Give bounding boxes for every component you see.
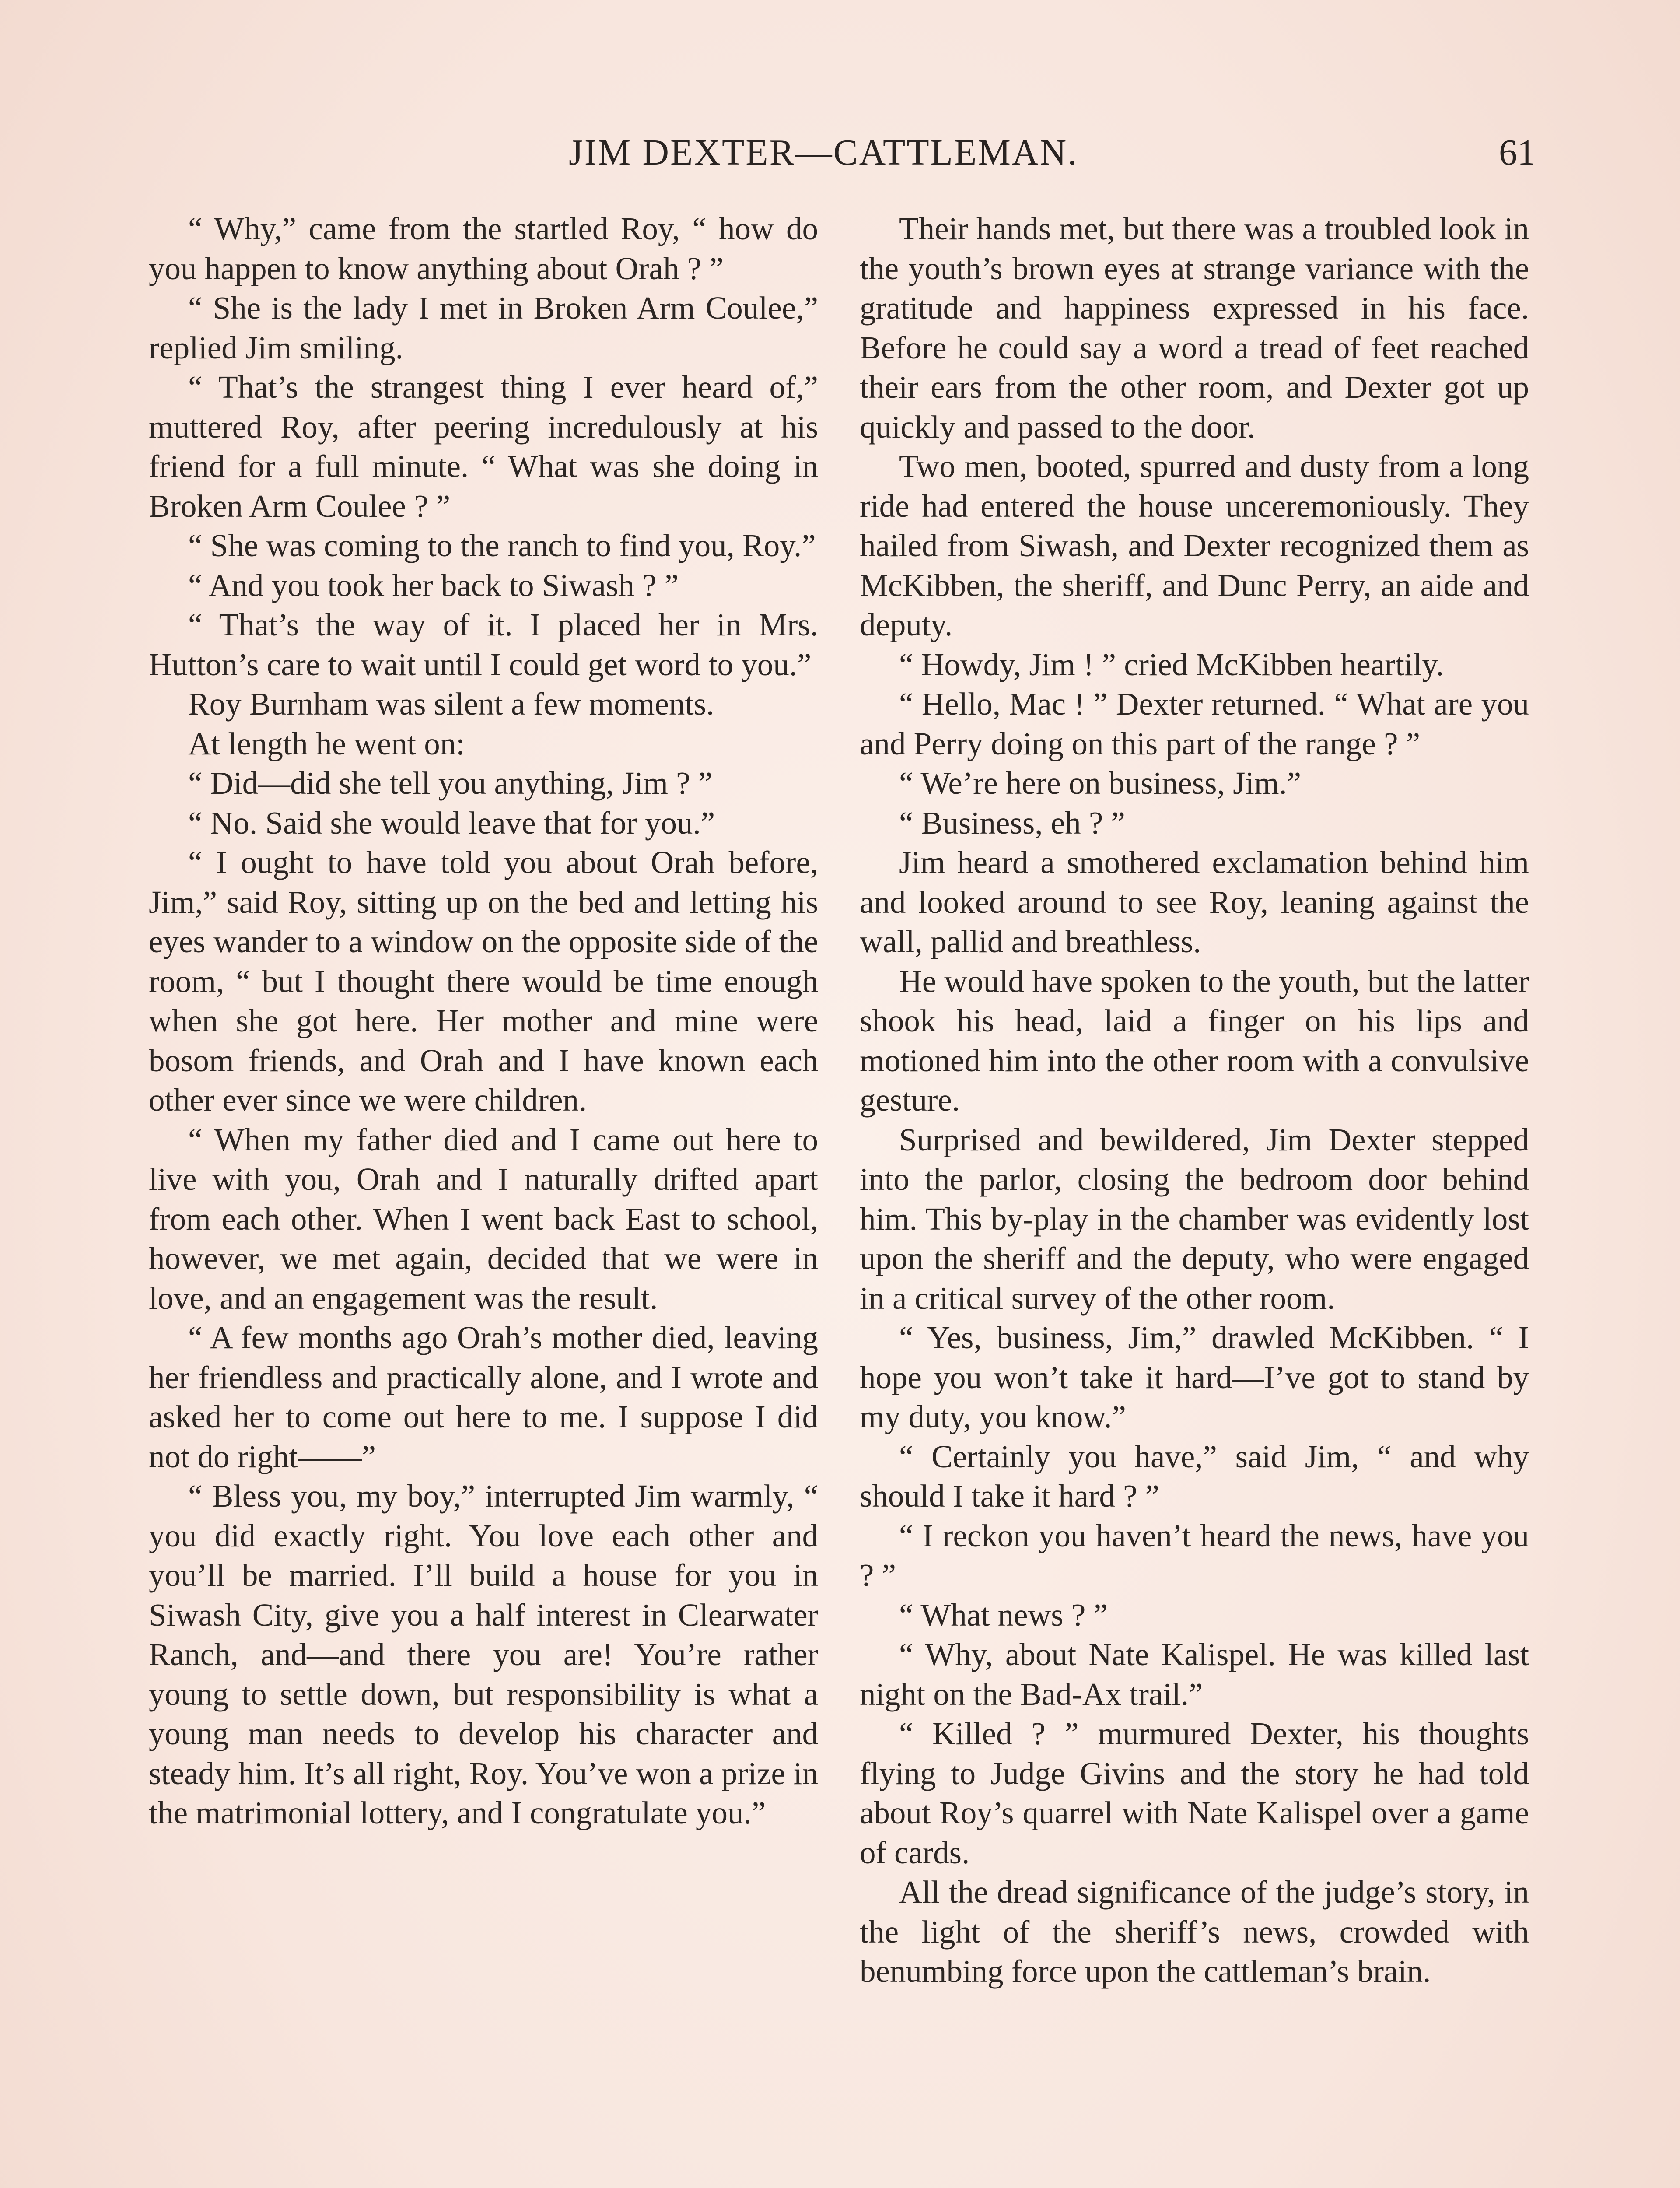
right-text-column xyxy=(860,209,1529,1992)
paragraph: Jim heard a smothered exclamation behind him and looked around to see Roy, leaning against the wall, pallid and breathless. xyxy=(860,845,1529,959)
paragraph: “ Why, about Nate Kalispel. He was killed last night on the Bad-Ax trail.” xyxy=(860,1637,1529,1712)
paragraph: “ Howdy, Jim ! ” cried McKibben heartily. xyxy=(899,646,1444,682)
paragraph: “ What news ? ” xyxy=(899,1597,1108,1633)
paragraph: “ Certainly you have,” said Jim, “ and why should I take it hard ? ” xyxy=(860,1438,1529,1514)
paragraph: “ Hello, Mac ! ” Dexter returned. “ What are you and Perry doing on this part of the range ? ” xyxy=(860,686,1529,761)
page-number: 61 xyxy=(1499,132,1536,173)
paragraph: Roy Burnham was silent a few moments. xyxy=(188,686,714,722)
paragraph: “ Bless you, my boy,” interrupted Jim warmly, “ you did exactly right. You love each other and you’ll be married. I’ll build a house for you in Siwash City, give you a half interest in Clearwater Ranch, and—and there you are! You’re rather young to settle down, but responsibility is what a young man needs to develop his character and steady him. It’s all right, Roy. You’ve won a prize in the matrimonial lottery, and I congratulate you.” xyxy=(149,1478,818,1830)
paragraph: Surprised and bewildered, Jim Dexter stepped into the parlor, closing the bedroom door behind him. This by-play in the chamber was evidently lost upon the sheriff and the deputy, who were engaged in a critical survey of the other room. xyxy=(860,1122,1529,1316)
left-text-column xyxy=(149,209,818,1833)
paragraph: He would have spoken to the youth, but the latter shook his head, laid a finger on his lips and motioned him into the other room with a convulsive gesture. xyxy=(860,963,1529,1118)
paragraph: “ She is the lady I met in Broken Arm Coulee,” replied Jim smiling. xyxy=(149,290,818,365)
paragraph: “ That’s the way of it. I placed her in Mrs. Hutton’s care to wait until I could get word to you.” xyxy=(149,607,818,682)
paragraph: “ That’s the strangest thing I ever heard of,” muttered Roy, after peering incredulously at his friend for a full minute. “ What was she doing in Broken Arm Coulee ? ” xyxy=(149,369,818,524)
paragraph: All the dread significance of the judge’s story, in the light of the sheriff’s news, crowded with benumbing force upon the cattleman’s brain. xyxy=(860,1874,1529,1989)
paragraph: “ When my father died and I came out here to live with you, Orah and I naturally drifted apart from each other. When I went back East to school, however, we met again, decided that we were in love, and an engagement was the result. xyxy=(149,1122,818,1316)
paragraph: “ I ought to have told you about Orah before, Jim,” said Roy, sitting up on the bed and letting his eyes wander to a window on the opposite side of the room, “ but I thought there would be time enough when she got here. Her mother and mine were bosom friends, and Orah and I have known each other ever since we were children. xyxy=(149,845,818,1118)
running-title: JIM DEXTER—CATTLEMAN. xyxy=(569,132,1078,173)
paragraph: “ Business, eh ? ” xyxy=(899,805,1125,841)
paragraph: “ Why,” came from the startled Roy, “ how do you happen to know anything about Orah ? ” xyxy=(149,211,818,286)
paragraph: “ Yes, business, Jim,” drawled McKibben. “ I hope you won’t take it hard—I’ve got to stand by my duty, you know.” xyxy=(860,1320,1529,1434)
paragraph: “ And you took her back to Siwash ? ” xyxy=(188,567,679,603)
paragraph: Two men, booted, spurred and dusty from a long ride had entered the house unceremoniously. They hailed from Siwash, and Dexter recognized them as McKibben, the sheriff, and Dunc Perry, an aide and deputy. xyxy=(860,449,1529,642)
paragraph: “ No. Said she would leave that for you.” xyxy=(188,805,715,841)
paragraph: “ I reckon you haven’t heard the news, have you ? ” xyxy=(860,1518,1529,1593)
paragraph: “ A few months ago Orah’s mother died, leaving her friendless and practically alone, and I wrote and asked her to come out here to me. I suppose I did not do right——” xyxy=(149,1320,818,1474)
paragraph: At length he went on: xyxy=(188,726,465,761)
paragraph: “ Did—did she tell you anything, Jim ? ” xyxy=(188,765,713,801)
paragraph: “ Killed ? ” murmured Dexter, his thoughts flying to Judge Givins and the story he had told about Roy’s quarrel with Nate Kalispel over a game of cards. xyxy=(860,1716,1529,1870)
page-header xyxy=(149,127,1536,184)
paragraph: “ She was coming to the ranch to find you, Roy.” xyxy=(188,528,816,563)
paragraph: “ We’re here on business, Jim.” xyxy=(899,765,1302,801)
paragraph: Their hands met, but there was a troubled look in the youth’s brown eyes at strange variance with the gratitude and happiness expressed in his face. Before he could say a word a tread of feet reached their ears from the other room, and Dexter got up quickly and passed to the door. xyxy=(860,211,1529,445)
